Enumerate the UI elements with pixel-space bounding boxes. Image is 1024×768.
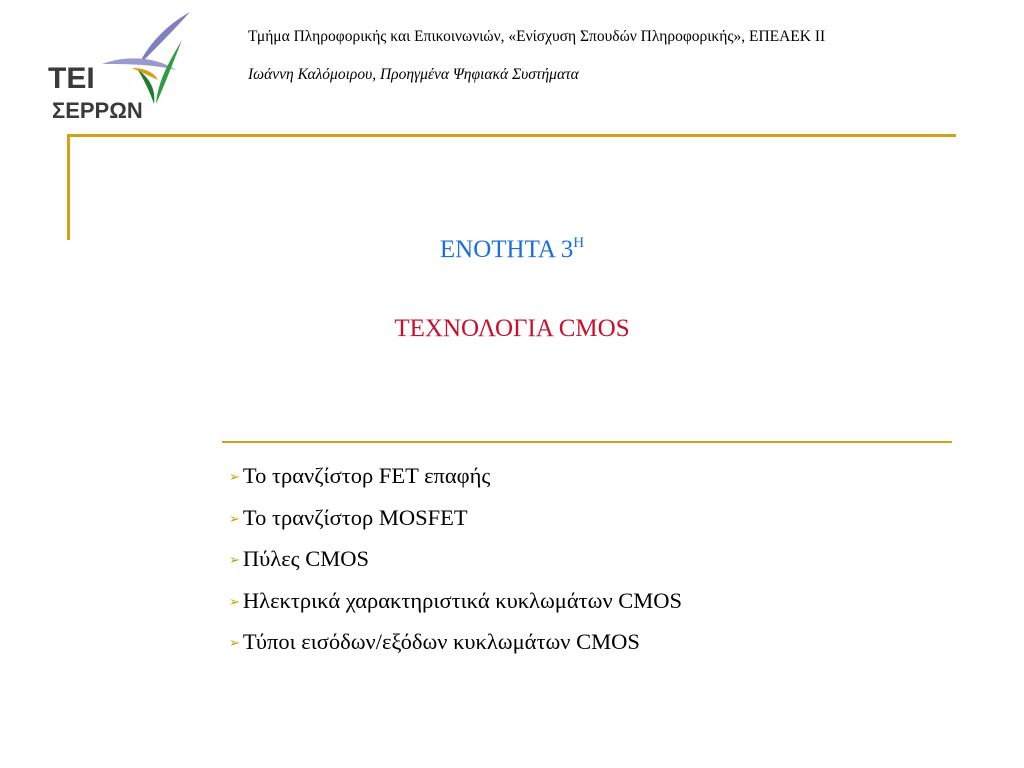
logo-graphic [40, 8, 210, 128]
subject-title: ΤΕΧΝΟΛΟΓΙΑ CMOS [394, 315, 630, 342]
list-item-text: Το τρανζίστορ MOSFET [242, 504, 468, 530]
arrow-bullet-icon: ➢ [229, 593, 240, 609]
list-item-text: Ηλεκτρικά χαρακτηριστικά κυκλωμάτων CMOS [242, 587, 683, 613]
accent-frame-left [67, 134, 70, 240]
arrow-bullet-icon: ➢ [229, 635, 240, 650]
list-item-text: Τύποι εισόδων/εξόδων κυκλωμάτων CMOS [242, 629, 640, 654]
section-title-text: ΕΝΟΤΗΤΑ 3 [439, 236, 574, 263]
accent-divider [222, 441, 952, 443]
list-item [229, 546, 682, 588]
logo-text-top: TEI [48, 62, 95, 95]
tei-serron-logo [40, 8, 210, 128]
logo-text-bottom: ΣΕΡΡΩΝ [52, 98, 143, 123]
section-title [0, 236, 1024, 264]
section-title-superscript: Η [573, 235, 585, 251]
list-item [229, 588, 682, 630]
list-item [229, 629, 682, 671]
header-author-course: Ιωάννη Καλόμοιρου, Προηγμένα Ψηφιακά Συστήματα [248, 66, 579, 83]
list-item [229, 463, 682, 505]
list-item-text: Το τρανζίστορ FET επαφής [242, 463, 491, 488]
accent-frame-top [67, 134, 956, 137]
header-department: Τμήμα Πληροφορικής και Επικοινωνιών, «Ενίσχυση Σπουδών Πληροφορικής», ΕΠΕΑΕΚ ΙΙ [248, 28, 826, 45]
arrow-bullet-icon: ➢ [229, 552, 240, 567]
arrow-bullet-icon: ➢ [229, 469, 240, 484]
list-item [229, 505, 682, 547]
arrow-bullet-icon: ➢ [229, 510, 240, 526]
list-item-text: Πύλες CMOS [242, 546, 369, 571]
topic-list [229, 463, 682, 671]
